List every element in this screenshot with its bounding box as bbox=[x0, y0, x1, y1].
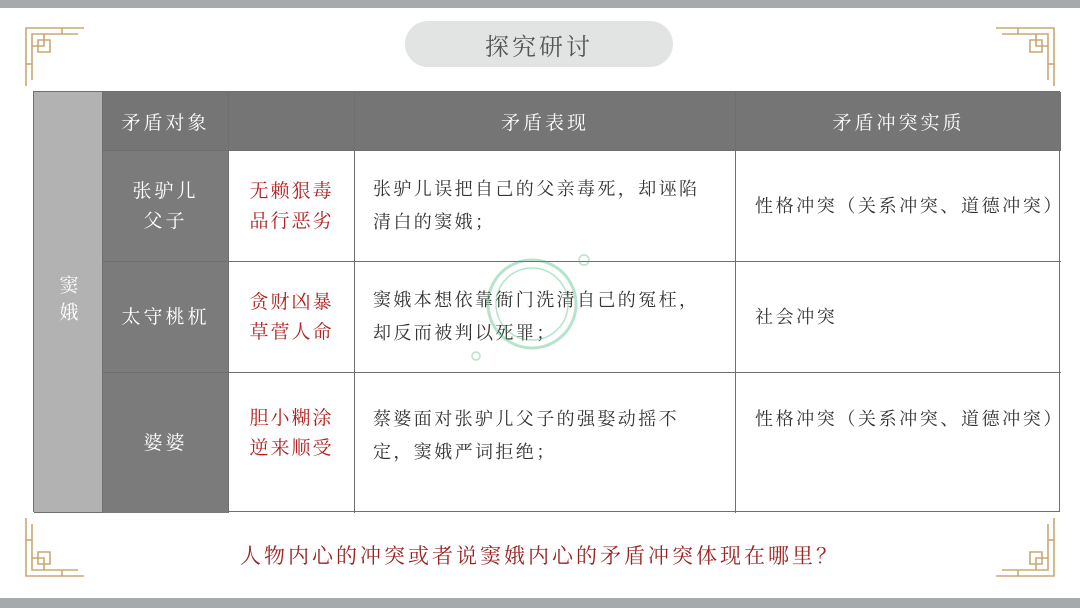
row2-trait: 贪财凶暴 草菅人命 bbox=[229, 262, 355, 373]
side-label-cell bbox=[34, 92, 103, 513]
corner-ornament-top-right bbox=[992, 24, 1058, 90]
row3-essence: 性格冲突（关系冲突、道德冲突） bbox=[755, 409, 1064, 430]
header-object: 矛盾对象 bbox=[103, 92, 229, 151]
top-band bbox=[0, 0, 1080, 8]
row3-object: 婆婆 bbox=[103, 373, 229, 513]
row1-conflict: 张驴儿误把自己的父亲毒死，却诬陷清白的窦娥； bbox=[355, 151, 736, 262]
row1-object: 张驴儿 父子 bbox=[103, 151, 229, 262]
row2-conflict: 窦娥本想依靠衙门洗清自己的冤枉，却反而被判以死罪； bbox=[355, 262, 736, 373]
header-conflict: 矛盾表现 bbox=[355, 92, 736, 151]
corner-ornament-top-left bbox=[22, 24, 88, 90]
header-essence: 矛盾冲突实质 bbox=[736, 92, 1061, 151]
header-trait bbox=[229, 92, 355, 151]
discussion-question: 人物内心的冲突或者说窦娥内心的矛盾冲突体现在哪里？ bbox=[240, 544, 840, 568]
row3-trait: 胆小糊涂 逆来顺受 bbox=[229, 373, 355, 513]
row2-essence: 社会冲突 bbox=[736, 262, 1061, 373]
page-title: 探究研讨 bbox=[485, 32, 593, 61]
conflict-table bbox=[33, 91, 1064, 512]
title-pill bbox=[405, 21, 673, 67]
row1-essence: 性格冲突（关系冲突、道德冲突） bbox=[736, 151, 1061, 262]
row3-conflict: 蔡婆面对张驴儿父子的强娶动摇不定，窦娥严词拒绝； bbox=[355, 373, 736, 513]
row2-object: 太守桃杌 bbox=[103, 262, 229, 373]
side-label: 窦娥 bbox=[56, 275, 79, 329]
row1-trait: 无赖狠毒 品行恶劣 bbox=[229, 151, 355, 262]
bottom-band bbox=[0, 598, 1080, 608]
